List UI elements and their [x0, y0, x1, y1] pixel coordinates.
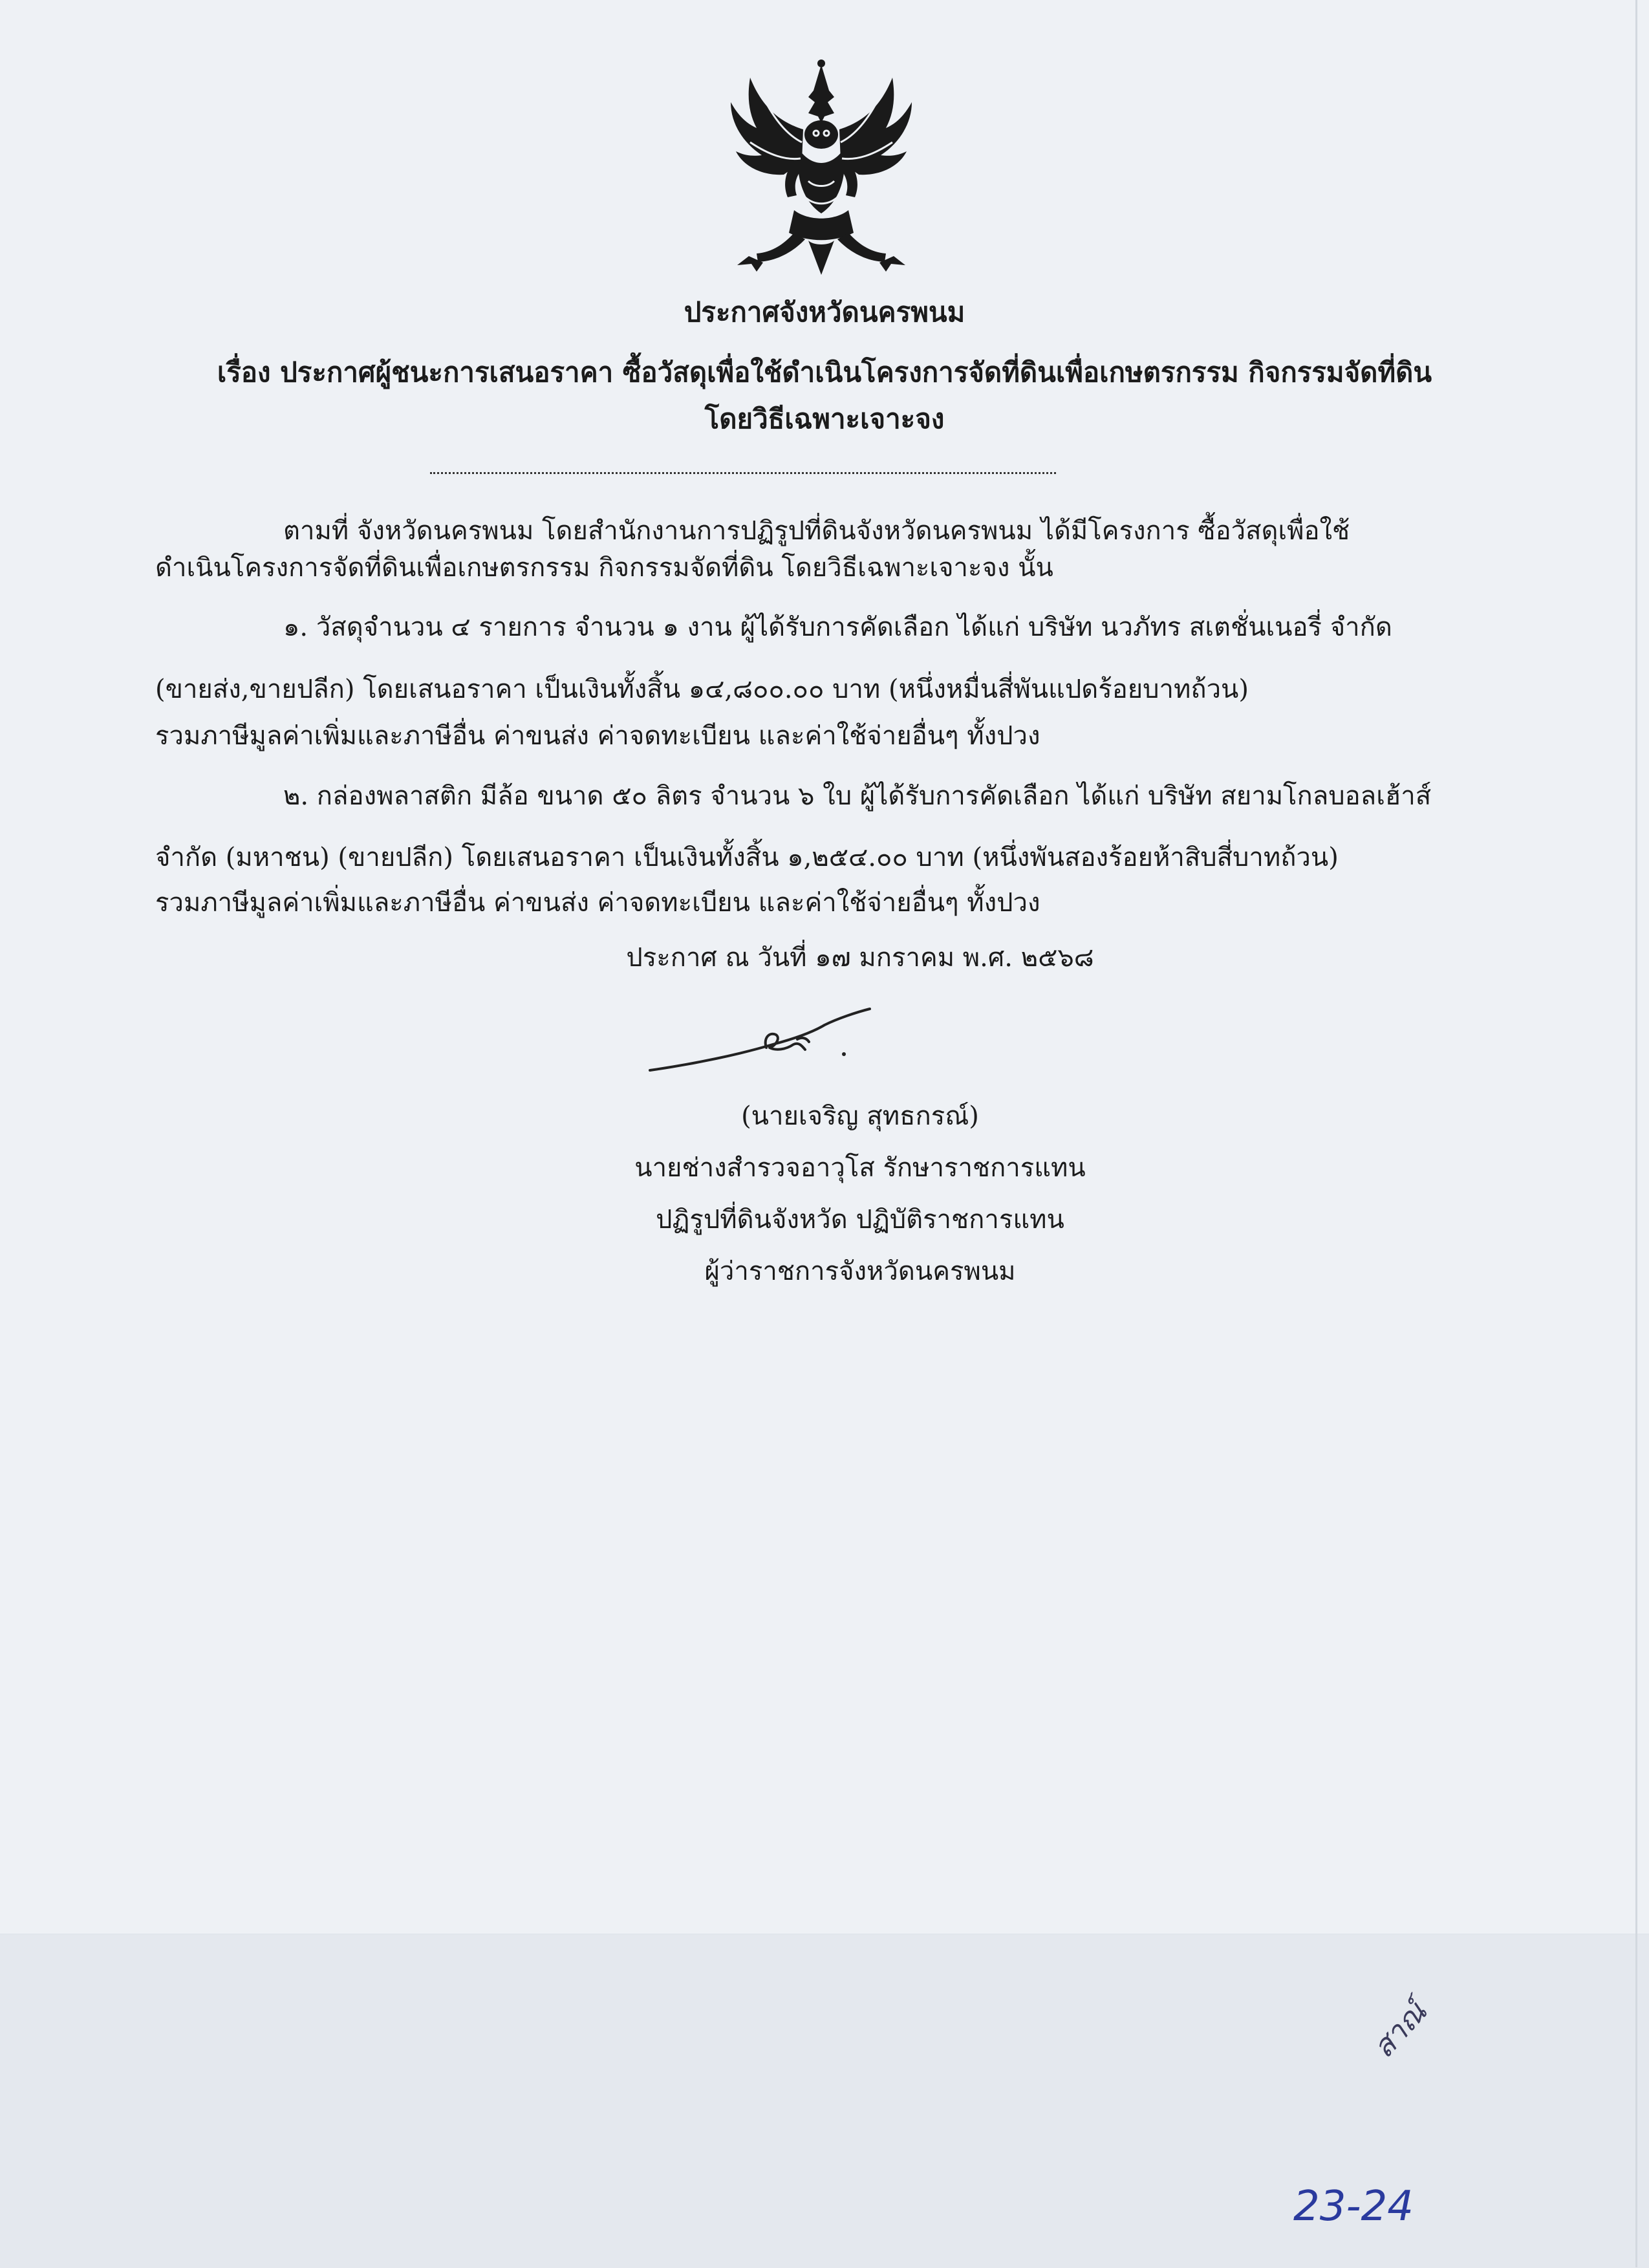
paragraph-3-line-3: รวมภาษีมูลค่าเพิ่มและภาษีอื่น ค่าขนส่ง ค่าจดทะเบียน และค่าใช้จ่ายอื่นๆ ทั้งปวง: [155, 888, 1040, 918]
handwritten-signature: [643, 999, 941, 1083]
paragraph-1-line-1-text: ตามที่ จังหวัดนครพนม โดยสำนักงานการปฏิรูปที่ดินจังหวัดนครพนม ได้มีโครงการ ซื้อวัสดุเพื่อใช้: [283, 516, 1350, 546]
paragraph-3-line-1: ๒. กล่องพลาสติก มีล้อ ขนาด ๕๐ ลิตร จำนวน ๖ ใบ ผู้ได้รับการคัดเลือก ได้แก่ บริษัท สยามโกลบอลเฮ้าส์: [283, 781, 1432, 811]
handwritten-page-number: 23-24: [1293, 2183, 1414, 2230]
paragraph-2-line-3: รวมภาษีมูลค่าเพิ่มและภาษีอื่น ค่าขนส่ง ค่าจดทะเบียน และค่าใช้จ่ายอื่นๆ ทั้งปวง: [155, 721, 1040, 751]
signer-title-3: ผู้ว่าราชการจังหวัดนครพนม: [704, 1257, 1016, 1286]
document-title: ประกาศจังหวัดนครพนม: [684, 296, 965, 328]
paragraph-2-line-2: (ขายส่ง,ขายปลีก) โดยเสนอราคา เป็นเงินทั้งสิ้น ๑๔,๘๐๐.๐๐ บาท (หนึ่งหมื่นสี่พันแปดร้อยบาทถ้วน): [155, 675, 1249, 704]
signer-title-2: ปฏิรูปที่ดินจังหวัด ปฏิบัติราชการแทน: [656, 1205, 1064, 1235]
paragraph-2-line-1: ๑. วัสดุจำนวน ๔ รายการ จำนวน ๑ งาน ผู้ได้รับการคัดเลือก ได้แก่ บริษัท นวภัทร สเตชั่นเนอรี่ จำกัด: [283, 612, 1392, 642]
paragraph-3-line-2: จำกัด (มหาชน) (ขายปลีก) โดยเสนอราคา เป็นเงินทั้งสิ้น ๑,๒๕๔.๐๐ บาท (หนึ่งพันสองร้อยห้าสิบสี่บาทถ้วน): [155, 843, 1339, 872]
paragraph-1-line-2: ดำเนินโครงการจัดที่ดินเพื่อเกษตรกรรม กิจกรรมจัดที่ดิน โดยวิธีเฉพาะเจาะจง นั้น: [155, 553, 1053, 583]
paragraph-1-line-1: [283, 514, 1449, 548]
document-subject-line-1: เรื่อง ประกาศผู้ชนะการเสนอราคา ซื้อวัสดุเพื่อใช้ดำเนินโครงการจัดที่ดินเพื่อเกษตรกรรม กิจกรรมจัดที่ดิน: [217, 356, 1432, 388]
signer-name: (นายเจริญ สุทธกรณ์): [741, 1101, 979, 1131]
announcement-date: ประกาศ ณ วันที่ ๑๗ มกราคม พ.ศ. ๒๕๖๘: [626, 943, 1094, 973]
garuda-emblem-icon: [711, 52, 931, 285]
document-subject-line-2: โดยวิธีเฉพาะเจาะจง: [704, 403, 945, 435]
signer-title-1: นายช่างสำรวจอาวุโส รักษาราชการแทน: [634, 1153, 1086, 1183]
paper-edge: [1635, 0, 1637, 2267]
heading-divider: [430, 472, 1056, 474]
handwritten-initials: สาณ์: [1365, 1994, 1434, 2065]
